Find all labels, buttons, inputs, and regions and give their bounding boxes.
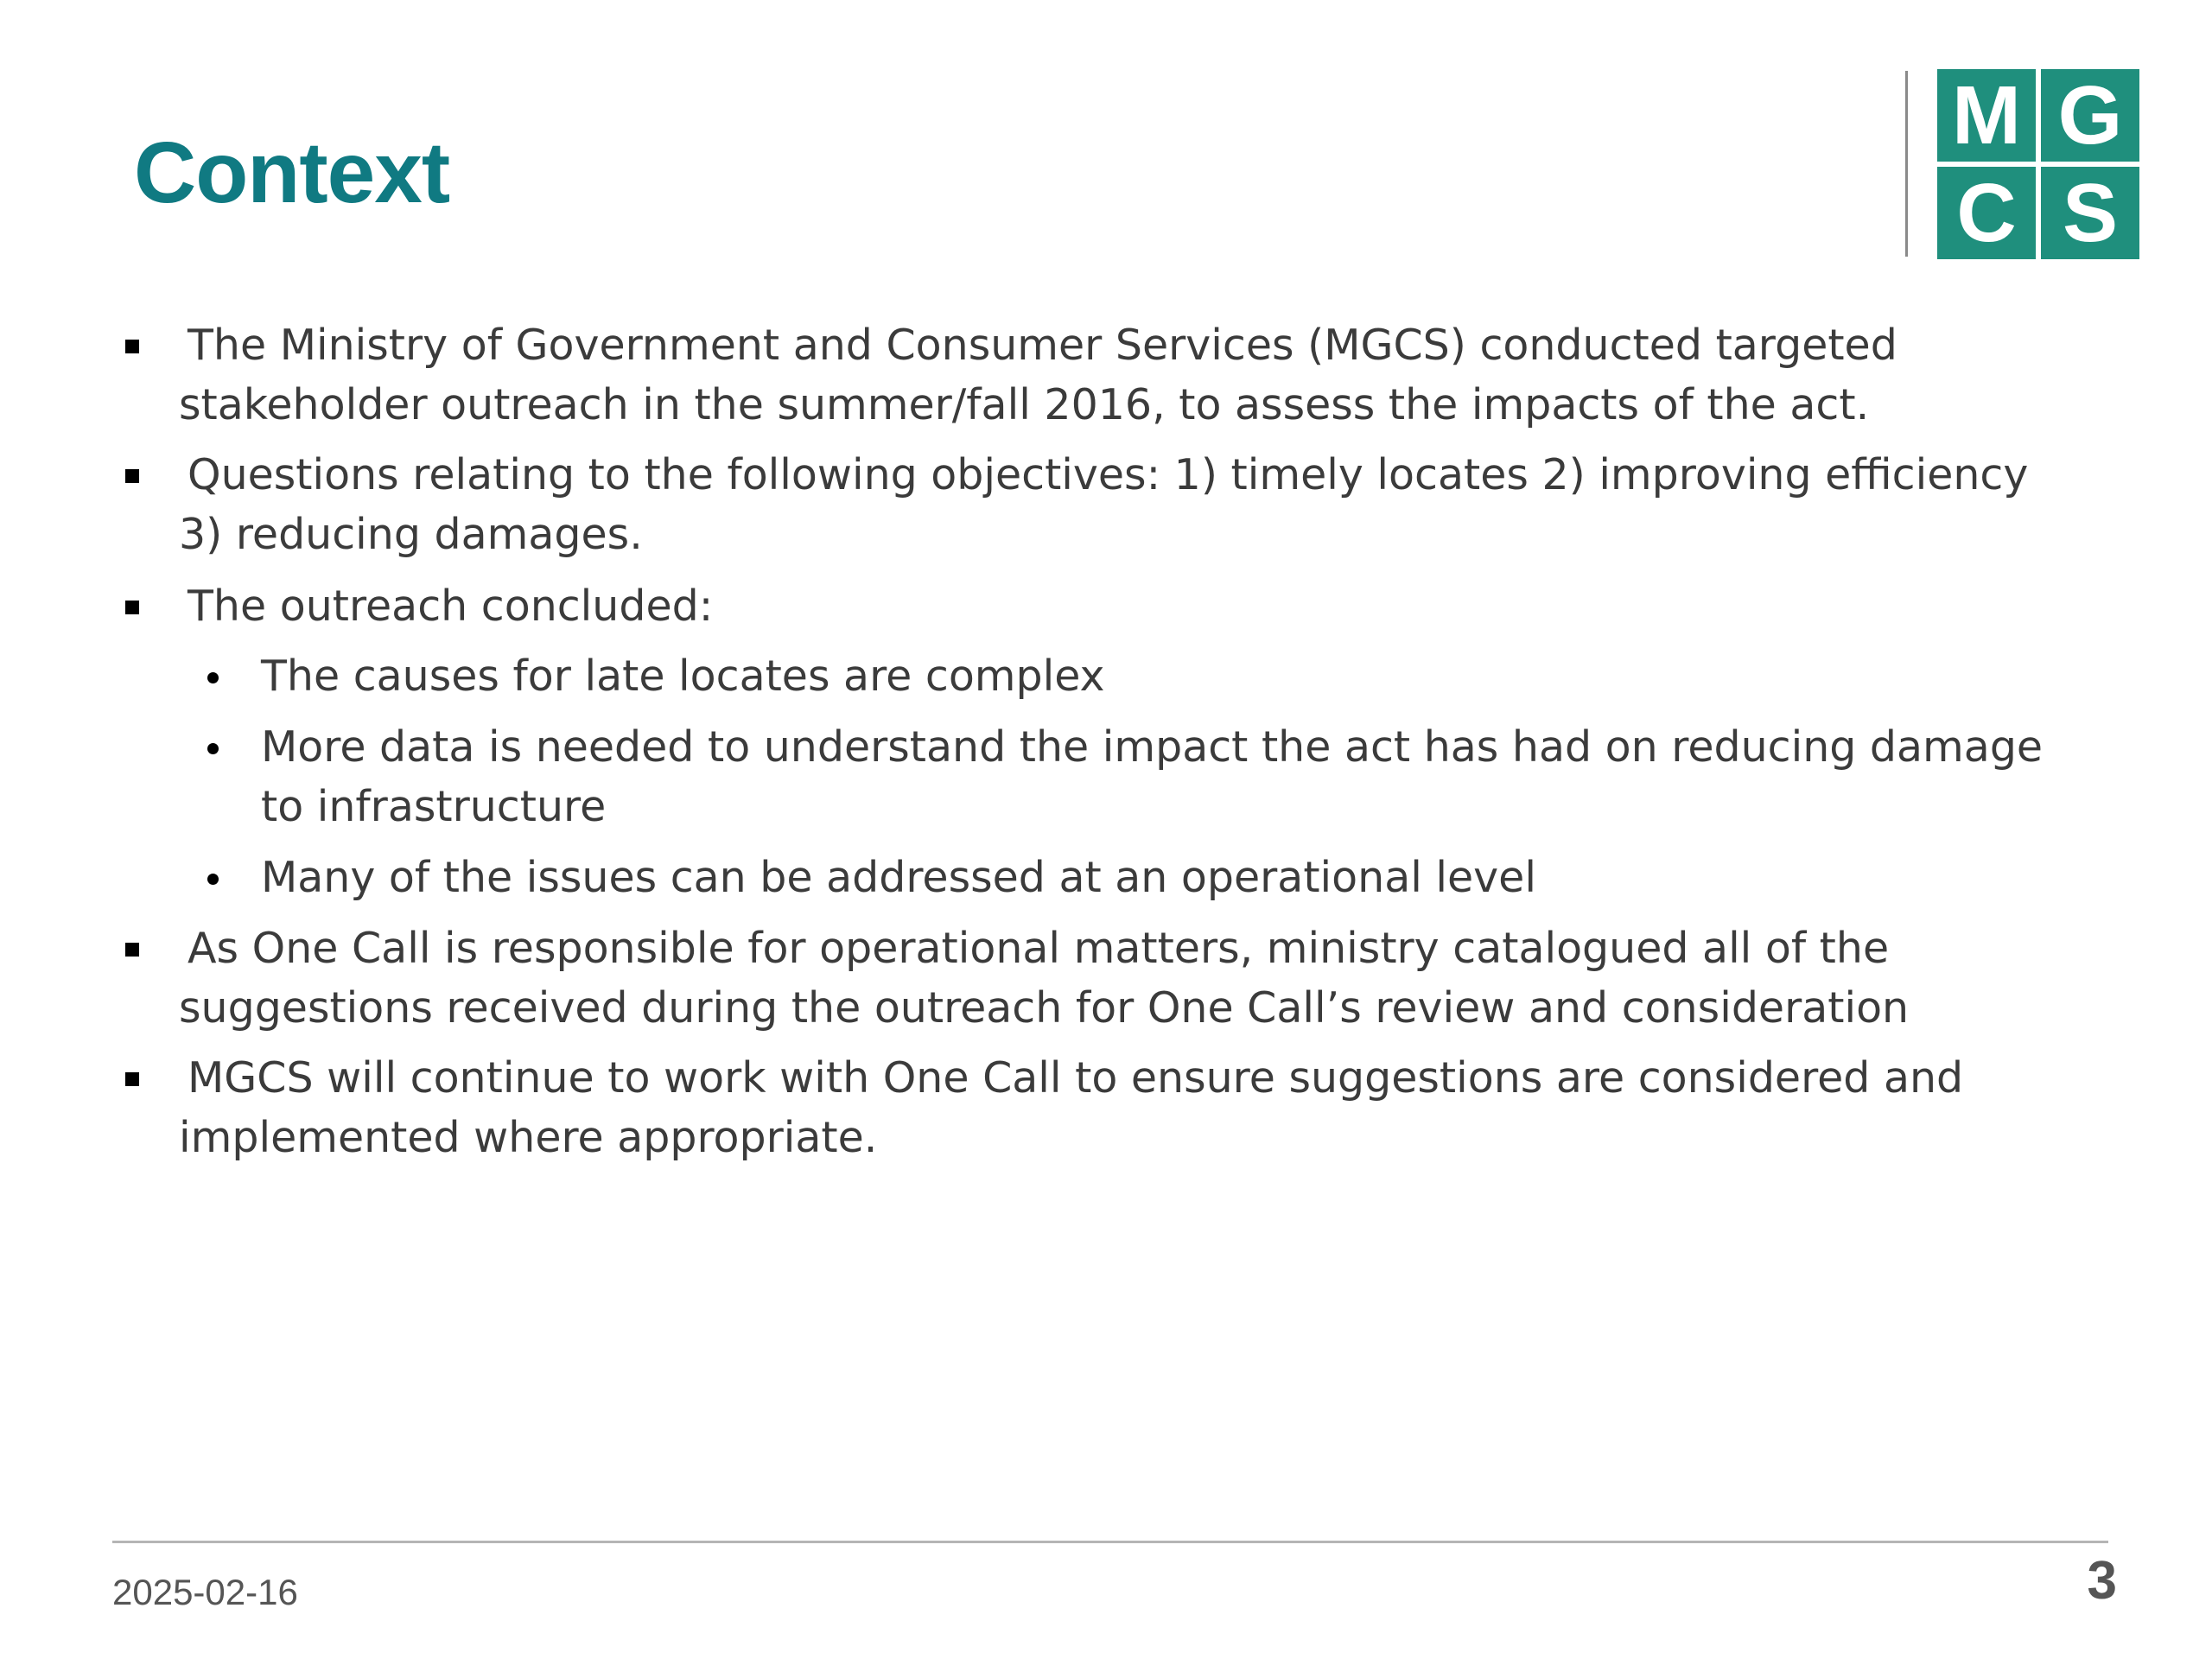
bullet-text: Questions relating to the following objectives: 1) timely locates 2) improving efficiency 3) reducing damages. bbox=[179, 450, 2029, 559]
round-bullet-icon bbox=[207, 874, 219, 885]
sub-bullet-item bbox=[261, 646, 2075, 706]
sub-bullet-text: Many of the issues can be addressed at an operational level bbox=[261, 853, 1536, 902]
logo-divider bbox=[1905, 71, 1908, 257]
logo-letter-m: M bbox=[1937, 69, 2036, 162]
logo-divider-horizontal bbox=[1937, 162, 2139, 167]
sub-bullet-text: The causes for late locates are complex bbox=[261, 652, 1105, 701]
sub-bullet-text: More data is needed to understand the impact the act has had on reducing damage to infrastructure bbox=[261, 722, 2044, 831]
slide-title: Context bbox=[134, 124, 450, 221]
round-bullet-icon bbox=[207, 672, 219, 683]
round-bullet-icon bbox=[207, 743, 219, 754]
bullet-item bbox=[179, 576, 2080, 636]
bullet-item bbox=[179, 445, 2080, 564]
mgcs-logo bbox=[1937, 69, 2139, 259]
logo-letter-g: G bbox=[2041, 69, 2139, 162]
bullet-text: The Ministry of Government and Consumer Services (MGCS) conducted targeted stakeholder outreach in the summer/fall 2016, to assess the impacts of the act. bbox=[179, 321, 1897, 429]
logo-letter-s: S bbox=[2041, 167, 2139, 259]
bullet-item bbox=[179, 918, 2080, 1038]
footer-date: 2025-02-16 bbox=[112, 1572, 298, 1612]
bullet-text: MGCS will continue to work with One Call to ensure suggestions are considered and implemented where appropriate. bbox=[179, 1053, 1964, 1162]
bullet-item bbox=[179, 315, 2080, 435]
sub-bullet-item bbox=[261, 848, 2075, 907]
sub-bullet-item bbox=[261, 717, 2075, 836]
page-number: 3 bbox=[2087, 1551, 2117, 1611]
bullet-item bbox=[179, 1048, 2080, 1167]
bullet-text: As One Call is responsible for operational matters, ministry catalogued all of the suggestions received during the outreach for One Call’s review and consideration bbox=[179, 924, 1910, 1033]
footer-divider bbox=[112, 1541, 2108, 1543]
bullet-text: The outreach concluded: bbox=[188, 582, 714, 631]
logo-letter-c: C bbox=[1937, 167, 2036, 259]
